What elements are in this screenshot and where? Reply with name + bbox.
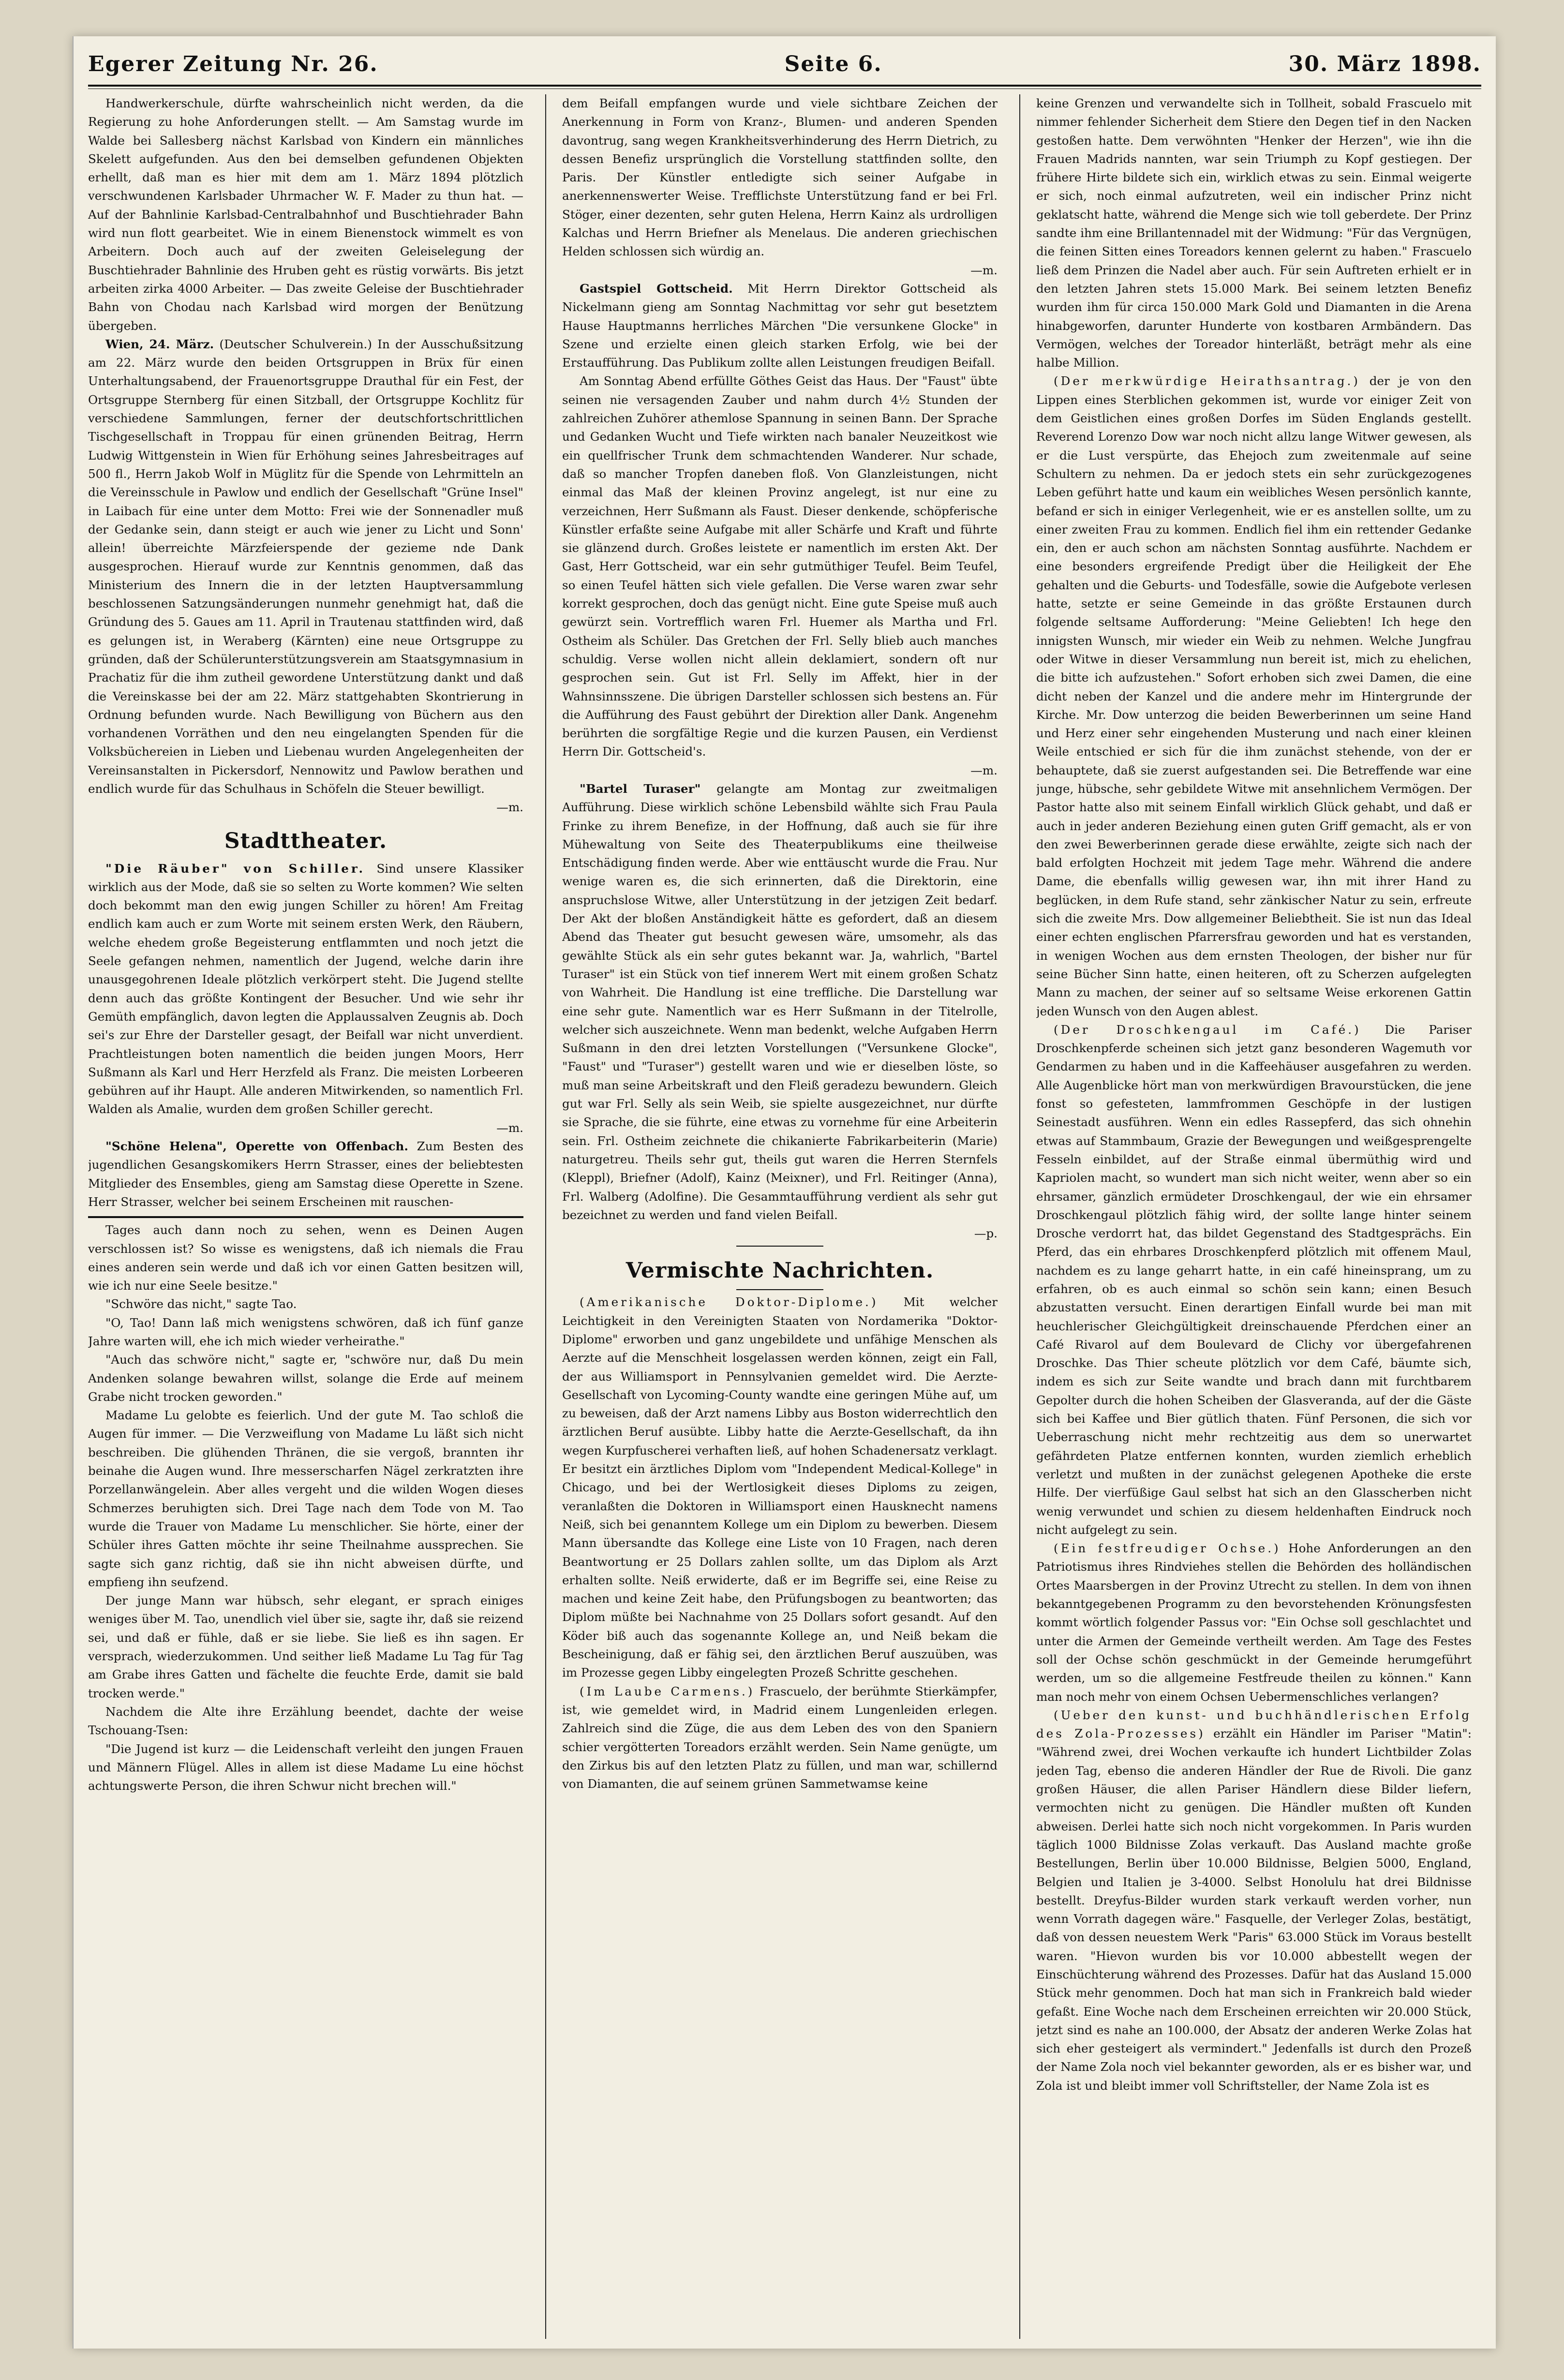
review-text: Sind unsere Klassiker wirklich aus der Mode, daß sie so selten zu Worte kommen? Wie selten doch bekommt man den ewig jungen Schiller zu hören! Am Freitag endlich kam auch er zum Worte mit seinem ersten Werk, den Räubern, welche ehedem große Begeisterung entflammten und noch jetzt die Seele gefangen nehmen, namentlich der Jugend, welche darin ihre unausgegohrenen Ideale plötzlich verkörpert steht. Die Jugend stellte denn auch das größte Kontingent der Besucher. Und wie sehr ihr Gemüth empfänglich, davon legten die Applaussalven Zeugnis ab. Doch sei's zur Ehre der Darsteller gesagt, der Beifall war nicht unverdient. Prachtleistungen boten namentlich die beiden jungen Moors, Herr Sußmann als Karl und Herr Herzfeld als Franz. Die meisten Lorbeeren gebühren auf ihr Haupt. Alle anderen Mitwirkenden, so namentlich Frl. Walden als Amalie, wurden dem großen Schiller gerecht. bbox=[88, 861, 523, 1116]
column-left bbox=[88, 94, 523, 2339]
feuilleton-paragraph: Der junge Mann war hübsch, sehr elegant, er sprach einiges weniges über M. Tao, unendlich viel über sie, sagte ihr, daß sie reizend sei, und daß er fühle, daß er sie liebe. Sie ließ es ihn sagen. Er versprach, wiederzukommen. Und seither ließ Madame Lu Tag für Tag am Grabe ihres Gatten und fächelte die feuchte Erde, damit sie bald trocken werde." bbox=[88, 1593, 523, 1700]
news-item bbox=[1036, 1539, 1472, 1706]
dateline-source: (Deutscher Schulverein.) bbox=[219, 337, 372, 351]
newspaper-title: Egerer Zeitung Nr. 26. bbox=[88, 52, 378, 76]
review-paragraph bbox=[88, 1137, 523, 1211]
review-paragraph bbox=[562, 280, 998, 372]
column-right bbox=[1036, 94, 1472, 2339]
news-item bbox=[562, 1293, 998, 1682]
review-title: "Schöne Helena", Operette von Offenbach. bbox=[105, 1139, 408, 1154]
review-paragraph bbox=[88, 860, 523, 1119]
issue-date: 30. März 1898. bbox=[1288, 52, 1481, 76]
news-item-text: erzählt ein Händler im Pariser "Matin": "Während zwei, drei Wochen verkaufte ich hundert Lichtbilder Zolas jeden Tag, ebenso die anderen Händler der Rue de Rivoli. Die ganz großen Häuser, die allen Pariser Händlern diese Bilder liefern, vermochten nicht zu genügen. Die Händler mußten oft Kunden abweisen. Derlei hatte sich noch nicht vorgekommen. In Paris wurden täglich 1000 Bildnisse Zolas verkauft. Das Ausland machte große Bestellungen, Berlin über 10.000 Bildnisse, Belgien 5000, England, Belgien und Italien je 3-4000. Selbst Honolulu hat drei Bildnisse bestellt. Dreyfus-Bilder wurden stark verkauft werden vorher, nun wenn Vorrath dagegen wäre." Fasquelle, der Verleger Zolas, bestätigt, daß von dessen neuestem Werk "Paris" 63.000 Stück im Voraus bestellt waren. "Hievon wurden bis vor 10.000 abbestellt wegen der Einschüchterung während des Prozesses. Dafür hat das Ausland 15.000 Stück mehr genommen. Doch hat man sich in Frankreich bald wieder gefaßt. Eine Woche nach dem Erscheinen erreichten wir 20.000 Stück, jetzt sind es nahe an 100.000, der Absatz der anderen Werke Zolas hat sich eher gesteigert als vermindert." Jedenfalls ist durch den Prozeß der Name Zola noch viel bekannter geworden, als er es bisher war, und Zola ist und bleibt immer voll Schriftsteller, der Name Zola ist es bbox=[1036, 1726, 1472, 2093]
column-middle bbox=[562, 94, 998, 2339]
news-item-text: der je von den Lippen eines Sterblichen gekommen ist, wurde vor einiger Zeit von dem Geistlichen eines großen Dorfes im Süden Englands gestellt. Reverend Lorenzo Dow war noch nicht allzu lange Witwer gewesen, als er die Lust verspürte, das Ehejoch zum zweitenmale auf seine Schultern zu nehmen. Da er jedoch stets ein sehr zurückgezogenes Leben geführt hatte und kaum ein weibliches Wesen persönlich kannte, befand er sich in einiger Verlegenheit, wie er es anstellen sollte, um zu einer zweiten Frau zu kommen. Endlich fiel ihm ein rettender Gedanke ein, den er auch schon am nächsten Sonntag ausführte. Nachdem er eine besonders ergreifende Predigt über die Heiligkeit der Ehe gehalten und die Geburts- und Todesfälle, sowie die Aufgebote verlesen hatte, setzte er seine Gemeinde in das größte Erstaunen durch folgende seltsame Aufforderung: "Meine Geliebten! Ich hege den innigsten Wunsch, mir wieder ein Weib zu nehmen. Welche Jungfrau oder Witwe in dieser Versammlung nun bereit ist, mich zu ehelichen, die bitte ich aufzustehen." Sofort erhoben sich zwei Damen, die eine dicht neben der Kanzel und die andere mehr im Hintergrunde der Kirche. Mr. Dow unterzog die beiden Bewerberinnen um seine Hand und Herz einer sehr eingehenden Musterung und nach einer kleinen Weile entschied er sich für die ihm zunächst stehende, von der er behauptete, daß sie zuerst aufgestanden sei. Die Betreffende war eine junge, hübsche, sehr gebildete Witwe mit ansehnlichem Vermögen. Der Pastor hatte also mit seinem Einfall wirklich Glück gehabt, und daß er auch in jeder anderen Beziehung einen guten Griff gemacht, als er von den zwei Bewerberinnen gerade diese erwählte, zeigte sich nach der bald erfolgten Hochzeit mit jedem Tage mehr. Während die andere Dame, die ebenfalls willig gewesen war, ihn mit ihrer Hand zu beglücken, in dem Rufe stand, sehr zänkischer Natur zu sein, erfreute sich die zweite Mrs. Dow allgemeiner Beliebtheit. Sie ist nun das Ideal einer echten englischen Pfarrersfrau geworden und hat es verstanden, in wenigen Wochen aus dem ernsten Theologen, der bisher nur für seine Bücher Sinn hatte, einen heiteren, oft zu Scherzen aufgelegten Mann zu machen, der seiner auf so seltsame Weise erkorenen Gattin jeden Wunsch von den Augen ablest. bbox=[1036, 374, 1472, 1018]
dateline: Wien, 24. März. bbox=[105, 337, 214, 351]
author-signature: —m. bbox=[970, 763, 998, 777]
news-item bbox=[1036, 372, 1472, 1020]
news-item-title: (Ueber den kunst- und buchhändlerischen Erfolg des Zola-Prozesses) bbox=[1036, 1708, 1472, 1741]
feuilleton-paragraph: "Die Jugend ist kurz — die Leidenschaft verleiht den jungen Frauen und Männern Flügel. Alles in allem ist diese Madame Lu eine höchst achtungswerte Person, die ihren Schwur nicht brechen will." bbox=[88, 1741, 523, 1793]
section-rule bbox=[736, 1246, 823, 1247]
review-paragraph: dem Beifall empfangen wurde und viele sichtbare Zeichen der Anerkennung in Form von Kranz-, Blumen- und anderen Spenden davontrug, sang wegen Krankheitsverhinderung des Herrn Dietrich, zu dessen Benefiz ursprünglich die Vorstellung stattfinden sollte, den Paris. Der Künstler entledigte sich seiner Aufgabe in anerkennenswerter Weise. Trefflichste Unterstützung fand er bei Frl. Stöger, einer dezenten, sehr guten Helena, Herrn Kainz als urdrolligen Kalchas und Herrn Briefner als Menelaus. Die anderen griechischen Helden schlossen sich würdig an. bbox=[562, 96, 998, 259]
feuilleton-paragraph: "Schwöre das nicht," sagte Tao. bbox=[105, 1297, 297, 1311]
feuilleton-paragraph: "Auch das schwöre nicht," sagte er, "schwöre nur, daß Du mein Andenken solange bewahren willst, solange die Erde auf meinem Grabe nicht trocken geworden." bbox=[88, 1353, 523, 1404]
news-item-text: Hohe Anforderungen an den Patriotismus ihres Rindviehes stellen die Behörden des holländischen Ortes Maarsbergen in der Provinz Utrecht zu stellen. In dem von ihnen bekanntgegebenen Programm zu den bevorstehenden Krönungsfesten kommt wörtlich folgender Passus vor: "Ein Ochse soll geschlachtet und unter die Armen der Gemeinde vertheilt werden. Am Tage des Festes soll der Ochse schön geschmückt in der Gemeinde herumgeführt werden, um so die allgemeine Festfreude theilen zu können." Kann man noch mehr von einem Ochsen Uebermenschliches verlangen? bbox=[1036, 1541, 1472, 1704]
feuilleton-paragraph: Nachdem die Alte ihre Erzählung beendet, dachte der weise Tschouang-Tsen: bbox=[88, 1704, 523, 1738]
news-item-text: Die Pariser Droschkenpferde scheinen sich jetzt ganz besonderen Wagemuth vor Gendarmen zu haben und in die Kaffeehäuser ausgefahren zu werden. Alle Augenblicke hört man von merkwürdigen Bravourstücken, die jene fonst so gefesteten, lammfrommen Geschöpfe in der lustigen Seinestadt ausführen. Wenn ein edles Rassepferd, das sich ohnehin etwas auf Stammbaum, Grazie der Bewegungen und weißgesprengelte Fesseln einbildet, auf der Straße einmal übermüthig wird und Kapriolen macht, so wundert man sich nicht weiter, wenn aber so ein ehrsamer, gänzlich ermüdeter Droschkengaul, der wie ein ehrsamer Droschkengaul plötzlich fähig wird, der sollte lange hinter seinem Drosche verdorrt hat, das bildet Gegenstand des Stadtgesprächs. Ein Pferd, das ein ehrbares Droschkenpferd plötzlich mit offenem Maul, nachdem es zu lange geharrt hatte, in ein café hineinsprang, um zu erfahren, ob es auch einmal so schön sein kann; einen Besuch abzustatten versucht. Einen derartigen Einfall wurde bei man mit heuchlerischer Gleichgültigkeit dreinschauende Pferdchen einer an Café Rivarol auf dem Boulevard de Clichy vor übergefahrenen Droschke. Das Thier scheute plötzlich vor dem Café, bäumte sich, indem es sich zur Seite wandte und brach dann mit furchtbarem Gepolter durch die hohen Scheiben der Glasveranda, auf der die Gäste sich bei Kaffee und Bier gütlich thaten. Fünf Personen, die sich vor Ueberraschung nicht mehr rechtzeitig aus dem so unerwartet gefährdeten Platze entfernen konnten, wurden ziemlich erheblich verletzt und mußten in der zunächst gelegenen Apotheke die erste Hilfe. Der vierfüßige Gaul selbst hat sich an den Glasscherben nicht wenig verwundet und schien zu diesem heldenhaften Eindruck noch nicht aufgelegt zu sein. bbox=[1036, 1022, 1472, 1537]
news-item-title: (Amerikanische Doktor-Diplome.) bbox=[580, 1295, 879, 1309]
news-item-title: (Der Droschkengaul im Café.) bbox=[1054, 1022, 1361, 1037]
feuilleton-paragraph: "O, Tao! Dann laß mich wenigstens schwören, daß ich fünf ganze Jahre warten will, ehe ich mich wieder verheirathe." bbox=[88, 1315, 523, 1348]
author-signature: —p. bbox=[974, 1226, 998, 1241]
review-text: gelangte am Montag zur zweitmaligen Aufführung. Diese wirklich schöne Lebensbild wählte sich Frau Paula Frinke zu ihrem Benefize, in der Hoffnung, daß auch sie für ihre Mühewaltung von Seite des Theaterpublikums eine theilweise Entschädigung finden werde. Aber wie enttäuscht wurde die Frau. Nur wenige waren es, die sich erinnerten, daß die Direktorin, eine anspruchslose Witwe, aller Unterstützung in der jetzigen Zeit bedarf. Der Akt der bloßen Anständigkeit hätte es gefordert, daß an diesem Abend das Theater gut besucht gewesen wäre, umsomehr, als das gewählte Stück als ein sehr gutes bekannt war. Ja, wahrlich, "Bartel Turaser" ist ein Stück von tief innerem Wert mit einem großen Schatz von Wahrheit. Die Handlung ist eine treffliche. Die Darstellung war eine sehr gute. Namentlich war es Herr Sußmann in der Titelrolle, welcher sich auszeichnete. Wenn man bedenkt, welche Aufgaben Herrn Sußmann in den drei letzten Vorstellungen ("Versunkene Glocke", "Faust" und "Turaser") gestellt waren und wie er dieselben löste, so muß man seine Arbeitskraft und den Fleiß geradezu bewundern. Gleich gut war Frl. Selly als sein Weib, sie spielte ausgezeichnet, nur dürfte sie Sprache, die sie führte, eine etwas zu vornehme für eine Arbeiterin sein. Frl. Ostheim zeichnete die chikanierte Fabrikarbeiterin (Marie) naturgetreu. Theils sehr gut, theils gut waren die Herren Sternfels (Kleppl), Briefner (Adolf), Kainz (Meixner), und Frl. Reitinger (Anna), Frl. Walberg (Adolfine). Die Gesammtaufführung verdient als sehr gut bezeichnet zu werden und fand vielen Beifall. bbox=[562, 781, 998, 1222]
news-item bbox=[562, 1682, 998, 1794]
section-heading-theater: Stadttheater. bbox=[224, 828, 387, 853]
news-item-title: (Ein festfreudiger Ochse.) bbox=[1054, 1541, 1281, 1556]
section-heading-news: Vermischte Nachrichten. bbox=[626, 1258, 934, 1283]
section-rule bbox=[736, 1289, 823, 1290]
feuilleton-paragraph: Madame Lu gelobte es feierlich. Und der gute M. Tao schloß die Augen für immer. — Die Verzweiflung von Madame Lu läßt sich nicht beschreiben. Die glühenden Thränen, die sie vergoß, brannten ihr beinahe die Augen wund. Ihre messerscharfen Nägel zerkratzten ihre Porzellanwängelein. Aber alles vergeht und die wilden Wogen dieses Schmerzes beruhigten sich. Drei Tage nach dem Tode von M. Tao wurde die Trauer von Madame Lu menschlicher. Sie hörte, einer der Schüler ihres Gatten möchte ihr seine Theilnahme aussprechen. Sie sagte sich ganz richtig, daß sie ihn nicht abweisen dürfte, und empfieng ihn seufzend. bbox=[88, 1408, 523, 1589]
news-item: keine Grenzen und verwandelte sich in Tollheit, sobald Frascuelo mit nimmer fehlender Sicherheit dem Stiere den Degen tief in den Nacken gestoßen hatte. Dem verwöhnten "Henker der Herzen", wie ihn die Frauen Madrids nannten, war sein Triumph zu Kopf gestiegen. Der frühere Hirte bildete sich ein, wirklich etwas zu sein. Einmal weigerte er sich, noch einmal aufzutreten, weil ein indischer Prinz nicht geklatscht hatte, während die Menge sich wie toll geberdete. Der Prinz sandte ihm eine Brillantennadel mit der Widmung: "Für das Vergnügen, die feinen Sitten eines Toreadors kennen gelernt zu haben." Frascuelo ließ dem Prinzen die Nadel aber auch. Für sein Auftreten erhielt er in den letzten Jahren stets 15.000 Mark. Bei seinem letzten Benefiz wurden ihm für circa 150.000 Mark Gold und Diamanten in die Arena hinabgeworfen, darunter Hunderte von kostbaren Armbändern. Das Vermögen, welches der Toreador hinterläßt, beträgt mehr als eine halbe Million. bbox=[1036, 96, 1472, 370]
review-title: "Bartel Turaser" bbox=[580, 781, 701, 796]
column-divider bbox=[1019, 94, 1020, 2339]
feuilleton-rule bbox=[88, 1216, 523, 1218]
news-item bbox=[1036, 1706, 1472, 2095]
newspaper-page bbox=[73, 36, 1496, 2349]
news-item-text: Mit welcher Leichtigkeit in den Vereinigten Staaten von Nordamerika "Doktor-Diplome" erworben und ganz ungebildete und unfähige Menschen als Aerzte auf die Menschheit losgelassen werden können, zeigt ein Fall, der aus Williamsport in Pennsylvanien gemeldet wird. Die Aerzte-Gesellschaft von Lycoming-County wandte eine geringen Mühe auf, um zu beweisen, daß der Arzt namens Libby aus Boston widerrechtlich den ärztlichen Beruf ausübte. Libby hatte die Aerzte-Gesellschaft, da ihn wegen Kurpfuscherei verhaften ließ, auf hohen Schadenersatz verklagt. Er besitzt ein ärztliches Diplom vom "Independent Medical-Kollege" in Chicago, und bei der Wertlosigkeit dieses Diploms zu zeigen, veranlaßten die Doktoren in Williamsport einen Hausknecht namens Neiß, sich bei genanntem Kollege um ein Diplom zu bewerben. Diesem Mann übersandte das Kollege eine Liste von 10 Fragen, nach deren Beantwortung er 25 Dollars zahlen sollte, um das Diplom als Arzt erhalten sollte. Neiß erwiderte, daß er im Begriffe sei, eine Reise zu machen und keine Zeit habe, den Prüfungsbogen zu beantworten; das Diplom müßte bei Nachnahme von 25 Dollars sofort gesandt. Auf den Köder biß auch das sogenannte Kollege an, und Neiß bekam die Bescheinigung, daß er fähig sei, den ärztlichen Beruf auszuüben, was im Prozesse gegen Libby eingelegten Prozeß Schritte geschehen. bbox=[562, 1295, 998, 1680]
column-divider bbox=[545, 94, 546, 2339]
news-item-text: Frascuelo, der berühmte Stierkämpfer, ist, wie gemeldet wird, in Madrid einem Lungenleiden erlegen. Zahlreich sind die Züge, die aus dem Leben des von den Spaniern schier vergötterten Toreadors erzählt werden. Sein Name genügte, um den Zirkus bis auf den letzten Platz zu füllen, und man war, schillernd von Diamanten, die auf seinem grünen Sammetwamse keine bbox=[562, 1684, 998, 1791]
page-header bbox=[88, 46, 1481, 82]
review-text: Zum Besten des jugendlichen Gesangskomikers Herrn Strasser, eines der beliebtesten Mitglieder des Ensembles, gieng am Samstag diese Operette in Szene. Herr Strasser, welcher bei seinem Erscheinen mit rauschen- bbox=[88, 1139, 523, 1209]
review-title: Gastspiel Gottscheid. bbox=[580, 281, 733, 296]
article-paragraph bbox=[88, 335, 523, 798]
news-item bbox=[1036, 1021, 1472, 1539]
author-signature: —m. bbox=[970, 263, 998, 277]
review-paragraph: Am Sonntag Abend erfüllte Göthes Geist das Haus. Der "Faust" übte seinen nie versagenden Zauber und nahm durch 4½ Stunden der zahlreichen Zuhörer athemlose Spannung in seinen Bann. Der Sprache und Gedanken Wucht und Tiefe wirkten nach banaler Neuzeitkost wie ein quellfrischer Trunk dem schmachtenden Wanderer. Nur schade, daß so mancher Tropfen daneben floß. Von Glanzleistungen, nicht einmal das Maß der kleinen Provinz angelegt, ist nur eine zu verzeichnen, Herr Sußmann als Faust. Dieser denkende, schöpferische Künstler erfaßte seine Aufgabe mit aller Schärfe und Kraft und führte sie glänzend durch. Großes leistete er namentlich im ersten Akt. Der Gast, Herr Gottscheid, war ein sehr gutmüthiger Teufel. Beim Teufel, so einen Teufel hätten sich viele gefallen. Die Verse waren zwar sehr korrekt gesprochen, doch das genügt nicht. Eine gute Speise muß auch gewürzt sein. Vortrefflich waren Frl. Huemer als Martha und Frl. Ostheim als Schüler. Das Gretchen der Frl. Selly blieb auch manches schuldig. Verse wollen nicht allein deklamiert, sondern oft nur gesprochen sein. Gut ist Frl. Selly im Affekt, hier in der Wahnsinnsszene. Die übrigen Darsteller schlossen sich bestens an. Für die Aufführung des Faust gebührt der Direktion aller Dank. Angenehm berührten die sorgfältige Regie und die kurzen Pausen, ein Verdienst Herrn Dir. Gottscheid's. bbox=[562, 374, 998, 759]
article-paragraph: Handwerkerschule, dürfte wahrscheinlich nicht werden, da die Regierung zu hohe Anforderungen stellt. — Am Samstag wurde im Walde bei Sallesberg nächst Karlsbad von Kindern ein männliches Skelett aufgefunden. Aus den bei demselben gefundenen Objekten erhellt, daß man es hier mit dem am 1. März 1894 plötzlich verschwundenen Karlsbader Uhrmacher W. F. Mader zu thun hat. — Auf der Bahnlinie Karlsbad-Centralbahnhof und Buschtiehrader Bahn wird nun flott gearbeitet. Wie in einem Bienenstock wimmelt es von Arbeitern. Doch auch auf der zweiten Geleiselegung der Buschtiehrader Bahnlinie des Hruben geht es rüstig vorwärts. Bis jetzt arbeiten zirka 4000 Arbeiter. — Das zweite Geleise der Buschtiehrader Bahn von Chodau nach Karlsbad wird morgen der Benützung übergeben. bbox=[88, 96, 523, 333]
news-item-title: (Der merkwürdige Heirathsantrag.) bbox=[1054, 374, 1360, 388]
review-text: Mit Herrn Direktor Gottscheid als Nickelmann gieng am Sonntag Nachmittag vor sehr gut besetztem Hause Hauptmanns herrliches Märchen "Die versunkene Glocke" in Szene und erzielte einen gleich starken Erfolg, wie bei der Erstaufführung. Das Publikum zollte allen Leistungen freudigen Beifall. bbox=[562, 281, 998, 370]
header-rule bbox=[88, 85, 1481, 87]
review-title: "Die Räuber" von Schiller. bbox=[105, 861, 366, 876]
review-paragraph bbox=[562, 780, 998, 1224]
author-signature: —m. bbox=[496, 800, 523, 815]
feuilleton-paragraph: Tages auch dann noch zu sehen, wenn es Deinen Augen verschlossen ist? So wisse es wenigstens, daß ich niemals die Frau eines anderen sein werde und daß ich vor einen Gatten besitzen will, wie ich nur eine Seele besitze." bbox=[88, 1223, 523, 1293]
news-item-title: (Im Laube Carmens.) bbox=[580, 1684, 755, 1698]
page-number: Seite 6. bbox=[784, 52, 882, 76]
author-signature: —m. bbox=[496, 1120, 523, 1135]
article-text: In der Ausschußsitzung am 22. März wurde den beiden Ortsgruppen in Brüx für einen Unterhaltungsabend, der Frauenortsgruppe Drauthal für ein Fest, der Ortsgruppe Sternberg für einen Sitzball, der Ortsgruppe Kochlitz für verschiedene Sammlungen, ferner der deutschfortschrittlichen Tischgesellschaft in Troppau für einen grünenden Beitrag, Herrn Ludwig Wittgenstein in Wien für Erhöhung seines Jahresbeitrages auf 500 fl., Herrn Jakob Wolf in Müglitz für die Spende von Lehrmitteln an die Vereinsschule in Pawlow und endlich der Gesellschaft "Grüne Insel" in Laibach für eine unter dem Motto: Frei wie der Sonnenadler muß der Gedanke sein, dann steigt er auch wie jener zu Licht und Sonn' allein! überreichte Märzfeierspende der gezieme nde Dank ausgesprochen. Hierauf wurde zur Kenntnis genommen, daß das Ministerium des Innern die in der letzten Hauptversammlung beschlossenen Satzungsänderungen nunmehr genehmigt hat, daß die Gründung des 5. Gaues am 11. April in Trautenau stattfinden wird, daß es gelungen ist, in Weraberg (Kärnten) eine neue Ortsgruppe zu gründen, daß der Schülerunterstützungsverein am Staatsgymnasium in Prachatiz für die ihm zutheil gewordene Unterstützung dankt und daß die Vereinskasse bei der am 22. März stattgehabten Skontrierung in Ordnung befunden wurde. Nach Bewilligung von Büchern aus den vorhandenen Vorräthen und den neu eingelangten Spenden für die Volksbüchereien in Lieben und Liebenau wurden Angelegenheiten der Vereinsanstalten in Pickersdorf, Nennowitz und Pawlow berathen und endlich wurde für das Schulhaus in Schöfeln die Steuer bewilligt. bbox=[88, 337, 523, 796]
